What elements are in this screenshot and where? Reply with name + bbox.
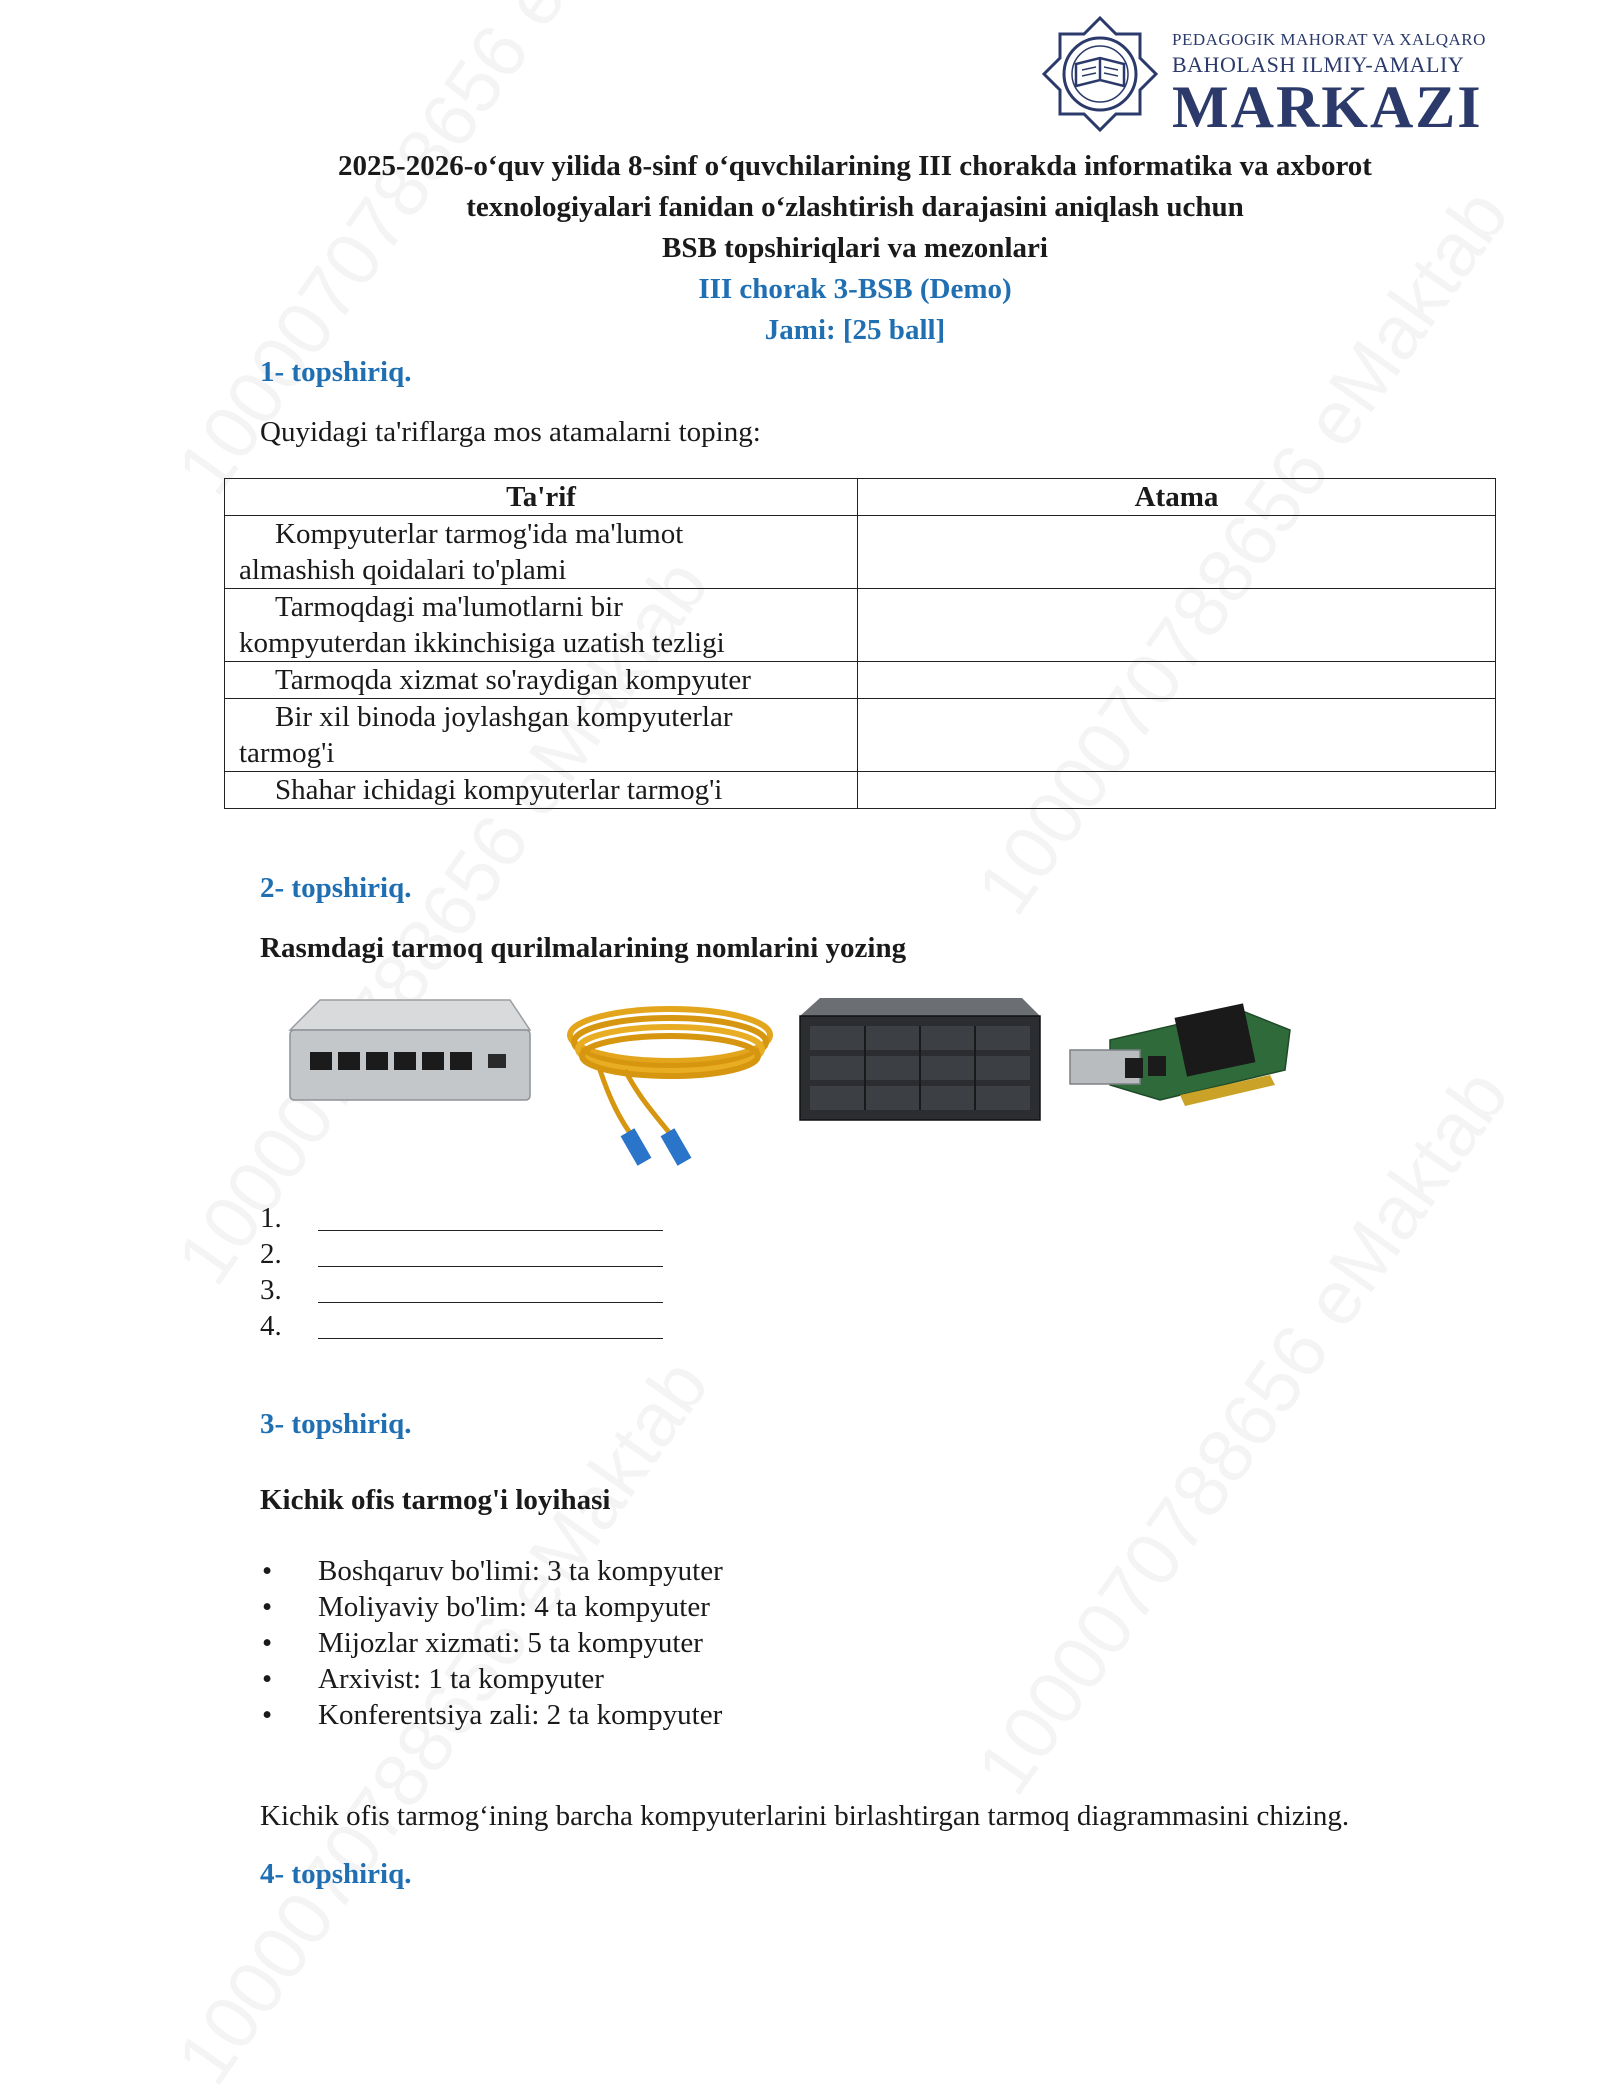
list-item <box>260 1553 723 1589</box>
table-row <box>225 772 1496 809</box>
definition-line: kompyuterdan ikkinchisiga uzatish tezligi <box>239 627 725 659</box>
term-answer-cell[interactable] <box>858 699 1496 772</box>
list-item-text: Arxivist: 1 ta kompyuter <box>318 1663 604 1695</box>
task1-instruction: Quyidagi ta'riflarga mos atamalarni toping: <box>260 416 761 448</box>
list-item <box>260 1272 282 1308</box>
bullet-icon: • <box>262 1627 273 1659</box>
emblem-icon <box>1040 14 1160 134</box>
answer-line[interactable] <box>318 1230 663 1231</box>
answer-list <box>260 1200 282 1344</box>
table-row <box>225 662 1496 699</box>
definition-line: Shahar ichidagi kompyuterlar tarmog'i <box>275 774 723 806</box>
server-icon <box>800 998 1040 1120</box>
table-row <box>225 589 1496 662</box>
task1-heading: 1- topshiriq. <box>260 356 412 388</box>
task3-instruction: Kichik ofis tarmog‘ining barcha kompyuterlarini birlashtirgan tarmoq diagrammasini chizing. <box>260 1800 1350 1832</box>
department-list <box>260 1553 723 1733</box>
answer-line[interactable] <box>318 1266 663 1267</box>
task2-instruction: Rasmdagi tarmoq qurilmalarining nomlarini yozing <box>260 932 907 964</box>
answer-line[interactable] <box>318 1302 663 1303</box>
list-item <box>260 1625 723 1661</box>
list-item-text: Mijozlar xizmati: 5 ta kompyuter <box>318 1627 703 1659</box>
task3-heading: 3- topshiriq. <box>260 1408 412 1440</box>
item-number: 2. <box>260 1238 282 1270</box>
term-answer-cell[interactable] <box>858 772 1496 809</box>
definition-line: Tarmoqda xizmat so'raydigan kompyuter <box>275 664 751 696</box>
title-line-1: 2025-2026-o‘quv yilida 8-sinf o‘quvchilarining III chorakda informatika va axborot <box>338 150 1372 182</box>
network-devices-image <box>280 990 1320 1170</box>
task4-heading: 4- topshiriq. <box>260 1858 412 1890</box>
bullet-icon: • <box>262 1663 273 1695</box>
test-name: III chorak 3-BSB (Demo) <box>698 273 1012 305</box>
list-item <box>260 1589 723 1625</box>
term-answer-cell[interactable] <box>858 516 1496 589</box>
definition-line: tarmog'i <box>239 737 335 769</box>
list-item <box>260 1661 723 1697</box>
list-item <box>260 1697 723 1733</box>
bullet-icon: • <box>262 1591 273 1623</box>
definition-line: almashish qoidalari to'plami <box>239 554 567 586</box>
list-item <box>260 1236 282 1272</box>
item-number: 3. <box>260 1274 282 1306</box>
list-item-text: Moliyaviy bo'lim: 4 ta kompyuter <box>318 1591 710 1623</box>
definition-line: Kompyuterlar tarmog'ida ma'lumot <box>275 518 684 550</box>
list-item-text: Konferentsiya zali: 2 ta kompyuter <box>318 1699 723 1731</box>
definitions-table <box>224 478 1496 809</box>
total-score: Jami: [25 ball] <box>764 314 946 346</box>
term-answer-cell[interactable] <box>858 662 1496 699</box>
item-number: 1. <box>260 1202 282 1234</box>
list-item <box>260 1200 282 1236</box>
list-item-text: Boshqaruv bo'limi: 3 ta kompyuter <box>318 1555 723 1587</box>
table-header-definition: Ta'rif <box>225 479 858 516</box>
title-line-3: BSB topshiriqlari va mezonlari <box>662 232 1048 264</box>
bullet-icon: • <box>262 1555 273 1587</box>
definition-line: Tarmoqdagi ma'lumotlarni bir <box>275 591 623 623</box>
answer-line[interactable] <box>318 1338 663 1339</box>
logo-line-1: PEDAGOGIK MAHORAT VA XALQARO <box>1172 30 1486 49</box>
bullet-icon: • <box>262 1699 273 1731</box>
list-item <box>260 1308 282 1344</box>
table-row <box>225 699 1496 772</box>
item-number: 4. <box>260 1310 282 1342</box>
table-row <box>225 516 1496 589</box>
term-answer-cell[interactable] <box>858 589 1496 662</box>
task2-heading: 2- topshiriq. <box>260 872 412 904</box>
center-logo <box>1040 14 1510 140</box>
table-header-term: Atama <box>858 479 1496 516</box>
fiber-cable-icon <box>570 1009 770 1166</box>
task3-subtitle: Kichik ofis tarmog'i loyihasi <box>260 1484 611 1516</box>
network-card-icon <box>1070 1003 1290 1106</box>
definition-line: Bir xil binoda joylashgan kompyuterlar <box>275 701 733 733</box>
logo-line-2: BAHOLASH ILMIY-AMALIY <box>1172 52 1465 77</box>
logo-line-3: MARKAZI <box>1172 74 1483 140</box>
title-line-2: texnologiyalari fanidan o‘zlashtirish darajasini aniqlash uchun <box>466 191 1244 223</box>
network-switch-icon <box>290 1000 530 1100</box>
